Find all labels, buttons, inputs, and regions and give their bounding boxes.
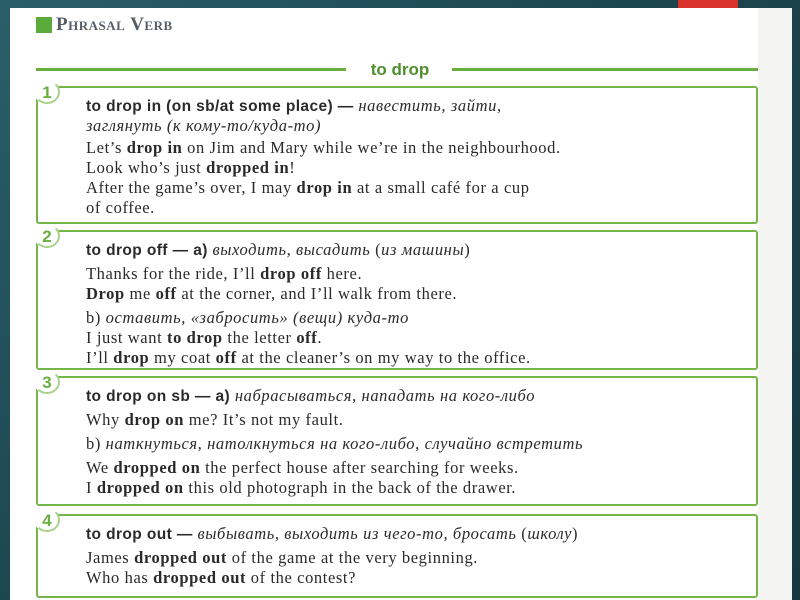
page-title: Phrasal Verb <box>56 14 173 35</box>
phrasal-verb-highlight: off <box>296 328 318 347</box>
definition-text: to drop off <box>86 242 168 259</box>
title-rule-left <box>36 68 346 71</box>
section-line <box>86 96 502 116</box>
definition-text: — <box>333 98 359 115</box>
russian-translation: оставить, «забросить» (вещи) куда-то <box>105 308 409 327</box>
russian-translation: выходить, высадить <box>212 240 371 259</box>
example-text: Who has <box>86 568 154 587</box>
title-rule-right <box>452 68 758 71</box>
phrasal-verb-highlight: dropped out <box>134 548 228 567</box>
section-number: 2 <box>34 224 60 248</box>
russian-translation: школу <box>527 524 573 543</box>
russian-translation: набрасываться, нападать на кого-либо <box>234 386 536 405</box>
russian-translation: навестить, зайти, <box>358 96 502 115</box>
section-line <box>86 264 362 284</box>
phrasal-verb-highlight: drop on <box>124 410 184 429</box>
example-text: at the corner, and I’ll walk from there. <box>176 284 458 303</box>
example-text: Thanks for the ride, I’ll <box>86 264 261 283</box>
example-text: We <box>86 458 114 477</box>
example-text: . <box>317 328 323 347</box>
section-number: 4 <box>34 508 60 532</box>
example-text: ( <box>370 240 382 259</box>
section-line <box>86 386 535 406</box>
example-text: on Jim and Mary while we’re in the neighbourhood. <box>182 138 561 157</box>
example-text: ! <box>289 158 296 177</box>
phrasal-verb-highlight: drop in <box>126 138 183 157</box>
definition-text: to drop out <box>86 526 173 543</box>
section-line <box>86 116 321 136</box>
example-text: James <box>86 548 135 567</box>
example-text: my coat <box>149 348 216 367</box>
section-line <box>86 458 519 478</box>
example-text: Look who’s just <box>86 158 207 177</box>
section-line <box>86 524 578 544</box>
example-text: I just want <box>86 328 167 347</box>
page-header <box>36 12 173 38</box>
section-line <box>86 348 531 368</box>
example-text: Let’s <box>86 138 127 157</box>
example-text: at a small café for a cup <box>352 178 530 197</box>
definition-text: to drop in (on sb/at some place) <box>86 98 334 115</box>
example-text: b) <box>86 308 106 327</box>
section-number: 3 <box>34 370 60 394</box>
section-box-3 <box>36 373 758 506</box>
example-text: here. <box>321 264 363 283</box>
example-text: of the contest? <box>246 568 357 587</box>
section-line <box>86 434 583 454</box>
example-text: b) <box>86 434 106 453</box>
phrasal-verb-highlight: off <box>215 348 237 367</box>
phrasal-verb-highlight: drop <box>113 348 150 367</box>
phrasal-verb-highlight: to drop <box>166 328 223 347</box>
section-line <box>86 328 322 348</box>
phrasal-verb-highlight: dropped in <box>206 158 290 177</box>
phrasal-verb-highlight: off <box>155 284 177 303</box>
russian-translation: выбывать, выходить из чего-то, бросать <box>197 524 517 543</box>
section-line <box>86 478 516 498</box>
russian-translation: из машины <box>381 240 465 259</box>
section-line <box>86 548 478 568</box>
section-line <box>86 138 561 158</box>
definition-text: — а) <box>167 242 213 259</box>
section-line <box>86 198 155 218</box>
example-text: I <box>86 478 97 497</box>
example-text: of the game at the very beginning. <box>227 548 479 567</box>
section-number: 1 <box>34 80 60 104</box>
russian-translation: наткнуться, натолкнуться на кого-либо, случайно встретить <box>105 434 584 453</box>
example-text: ( <box>516 524 528 543</box>
section-line <box>86 284 457 304</box>
phrasal-verb-highlight: dropped on <box>96 478 184 497</box>
definition-text: — а) <box>190 388 235 405</box>
definition-text: to drop on sb <box>86 388 191 405</box>
example-text: ) <box>464 240 471 259</box>
example-text: me? It’s not my fault. <box>184 410 344 429</box>
phrasal-verb-highlight: drop in <box>296 178 353 197</box>
phrasal-verb-highlight: dropped on <box>113 458 201 477</box>
example-text: I’ll <box>86 348 114 367</box>
section-box-4 <box>36 511 758 598</box>
example-text: at the cleaner’s on my way to the office. <box>236 348 531 367</box>
slide-accent-bar <box>678 0 738 8</box>
example-text: After the game’s over, I may <box>86 178 297 197</box>
section-line <box>86 240 470 260</box>
example-text: Why <box>86 410 125 429</box>
section-line <box>86 308 409 328</box>
definition-text: — <box>172 526 198 543</box>
green-square-icon <box>36 17 52 33</box>
verb-title: to drop <box>370 60 430 79</box>
example-text: me <box>124 284 156 303</box>
section-box-1 <box>36 83 758 224</box>
russian-translation: заглянуть (к кому-то/куда-то) <box>86 116 322 135</box>
example-text: this old photograph in the back of the drawer. <box>183 478 517 497</box>
section-box-2 <box>36 227 758 370</box>
example-text: ) <box>572 524 579 543</box>
example-text: of coffee. <box>86 198 155 217</box>
phrasal-verb-highlight: dropped out <box>153 568 247 587</box>
example-text: the perfect house after searching for weeks. <box>200 458 519 477</box>
phrasal-verb-highlight: Drop <box>86 284 125 303</box>
example-text: the letter <box>222 328 297 347</box>
section-line <box>86 178 530 198</box>
phrasal-verb-highlight: drop off <box>260 264 322 283</box>
section-line <box>86 568 356 588</box>
section-line <box>86 158 295 178</box>
section-line <box>86 410 344 430</box>
page-margin <box>758 8 792 600</box>
textbook-page <box>10 8 792 600</box>
